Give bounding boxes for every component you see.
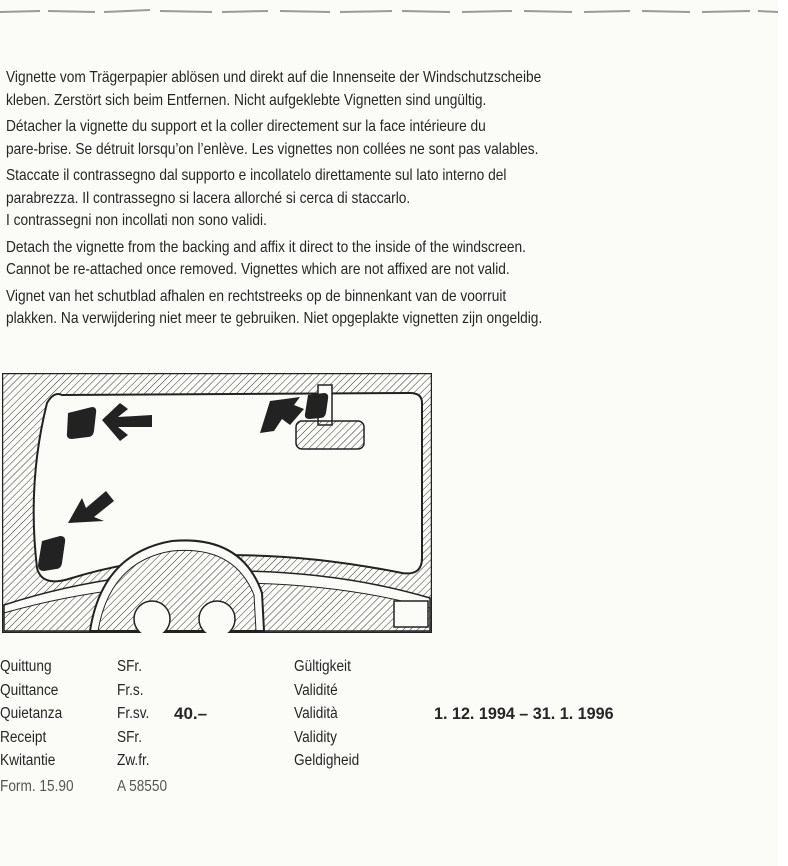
receipt-label-en: Receipt: [0, 728, 47, 746]
currency-en: SFr.: [117, 728, 143, 746]
receipt-label-de: Quittung: [0, 658, 52, 675]
validity-labels: [294, 655, 359, 773]
receipt-label-it: Quietanza: [0, 705, 63, 723]
currency-de: SFr.: [117, 658, 143, 675]
currency-labels: [117, 655, 150, 773]
serial-number: A 58550: [117, 778, 168, 795]
validity-label-de: Gültigkeit: [294, 658, 351, 675]
instruction-en: Detach the vignette from the backing and affix it direct to the inside of the windscreen. Cannot be re-attached once removed. Vignettes which are not affixed are not valid.: [6, 238, 526, 278]
validity-label-fr: Validité: [294, 681, 338, 699]
validity-label-nl: Geldigheid: [294, 752, 360, 770]
instruction-text: [6, 67, 767, 335]
price-amount: 40.–: [174, 704, 208, 723]
windscreen-icon: [2, 373, 432, 633]
currency-it: Fr.sv.: [117, 705, 150, 723]
instruction-de: Vignette vom Trägerpapier ablösen und direkt auf die Innenseite der Windschutzscheibe kleben. Zerstört sich beim Entfernen. Nicht aufgeklebte Vignetten sind ungültig.: [6, 69, 542, 109]
validity-label-it: Validità: [294, 705, 338, 723]
form-number: Form. 15.90: [0, 778, 74, 795]
receipt-label-fr: Quittance: [0, 681, 59, 699]
instruction-fr: Détacher la vignette du support et la coller directement sur la face intérieure du pare-brise. Se détruit lorsqu’on l’enlève. Les vignettes non collées ne sont pas valables.: [6, 118, 539, 158]
receipt-labels: [0, 655, 62, 773]
instruction-it: Staccate il contrassegno dal supporto e incollatelo direttamente sul lato interno del parabrezza. Il contrassegno si lacera allorché si cerca di staccarlo. I contrassegni non incollati non sono validi.: [6, 167, 507, 229]
currency-fr: Fr.s.: [117, 681, 144, 699]
perforated-edge: [0, 6, 778, 16]
placement-illustration: [2, 373, 432, 633]
validity-label-en: Validity: [294, 728, 337, 746]
validity-period: 1. 12. 1994 – 31. 1. 1996: [434, 704, 614, 723]
instruction-nl: Vignet van het schutblad afhalen en rechtstreeks op de binnenkant van de voorruit plakken. Na verwijdering niet meer te gebruiken. Niet opgeplakte vignetten zijn ongeldig.: [6, 287, 543, 327]
receipt-label-nl: Kwitantie: [0, 752, 56, 770]
currency-nl: Zw.fr.: [117, 752, 150, 770]
